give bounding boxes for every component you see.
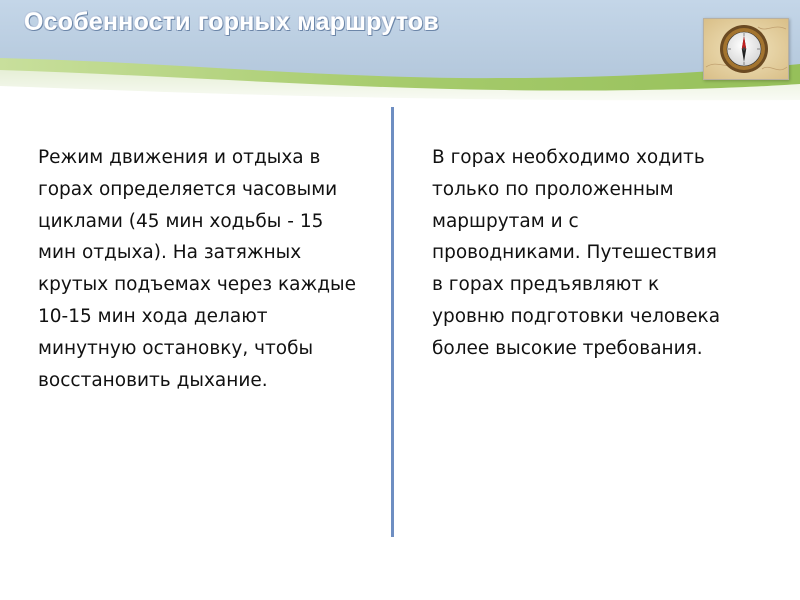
- column-divider: [391, 107, 394, 537]
- left-column-text: Режим движения и отдыха в горах определяется часовыми циклами (45 мин ходьбы - 15 мин отдыха). На затяжных крутых подъемах через каждые 10-15 мин хода делают минутную остановку, чтобы восстановить дыхание.: [38, 147, 356, 391]
- compass-image: [703, 18, 789, 80]
- slide-title: Особенности горных маршрутов: [24, 8, 439, 36]
- right-column-text: В горах необходимо ходить только по проложенным маршрутам и с проводниками. Путешествия в горах предъявляют к уровню подготовки человека более высокие требования.: [432, 147, 721, 359]
